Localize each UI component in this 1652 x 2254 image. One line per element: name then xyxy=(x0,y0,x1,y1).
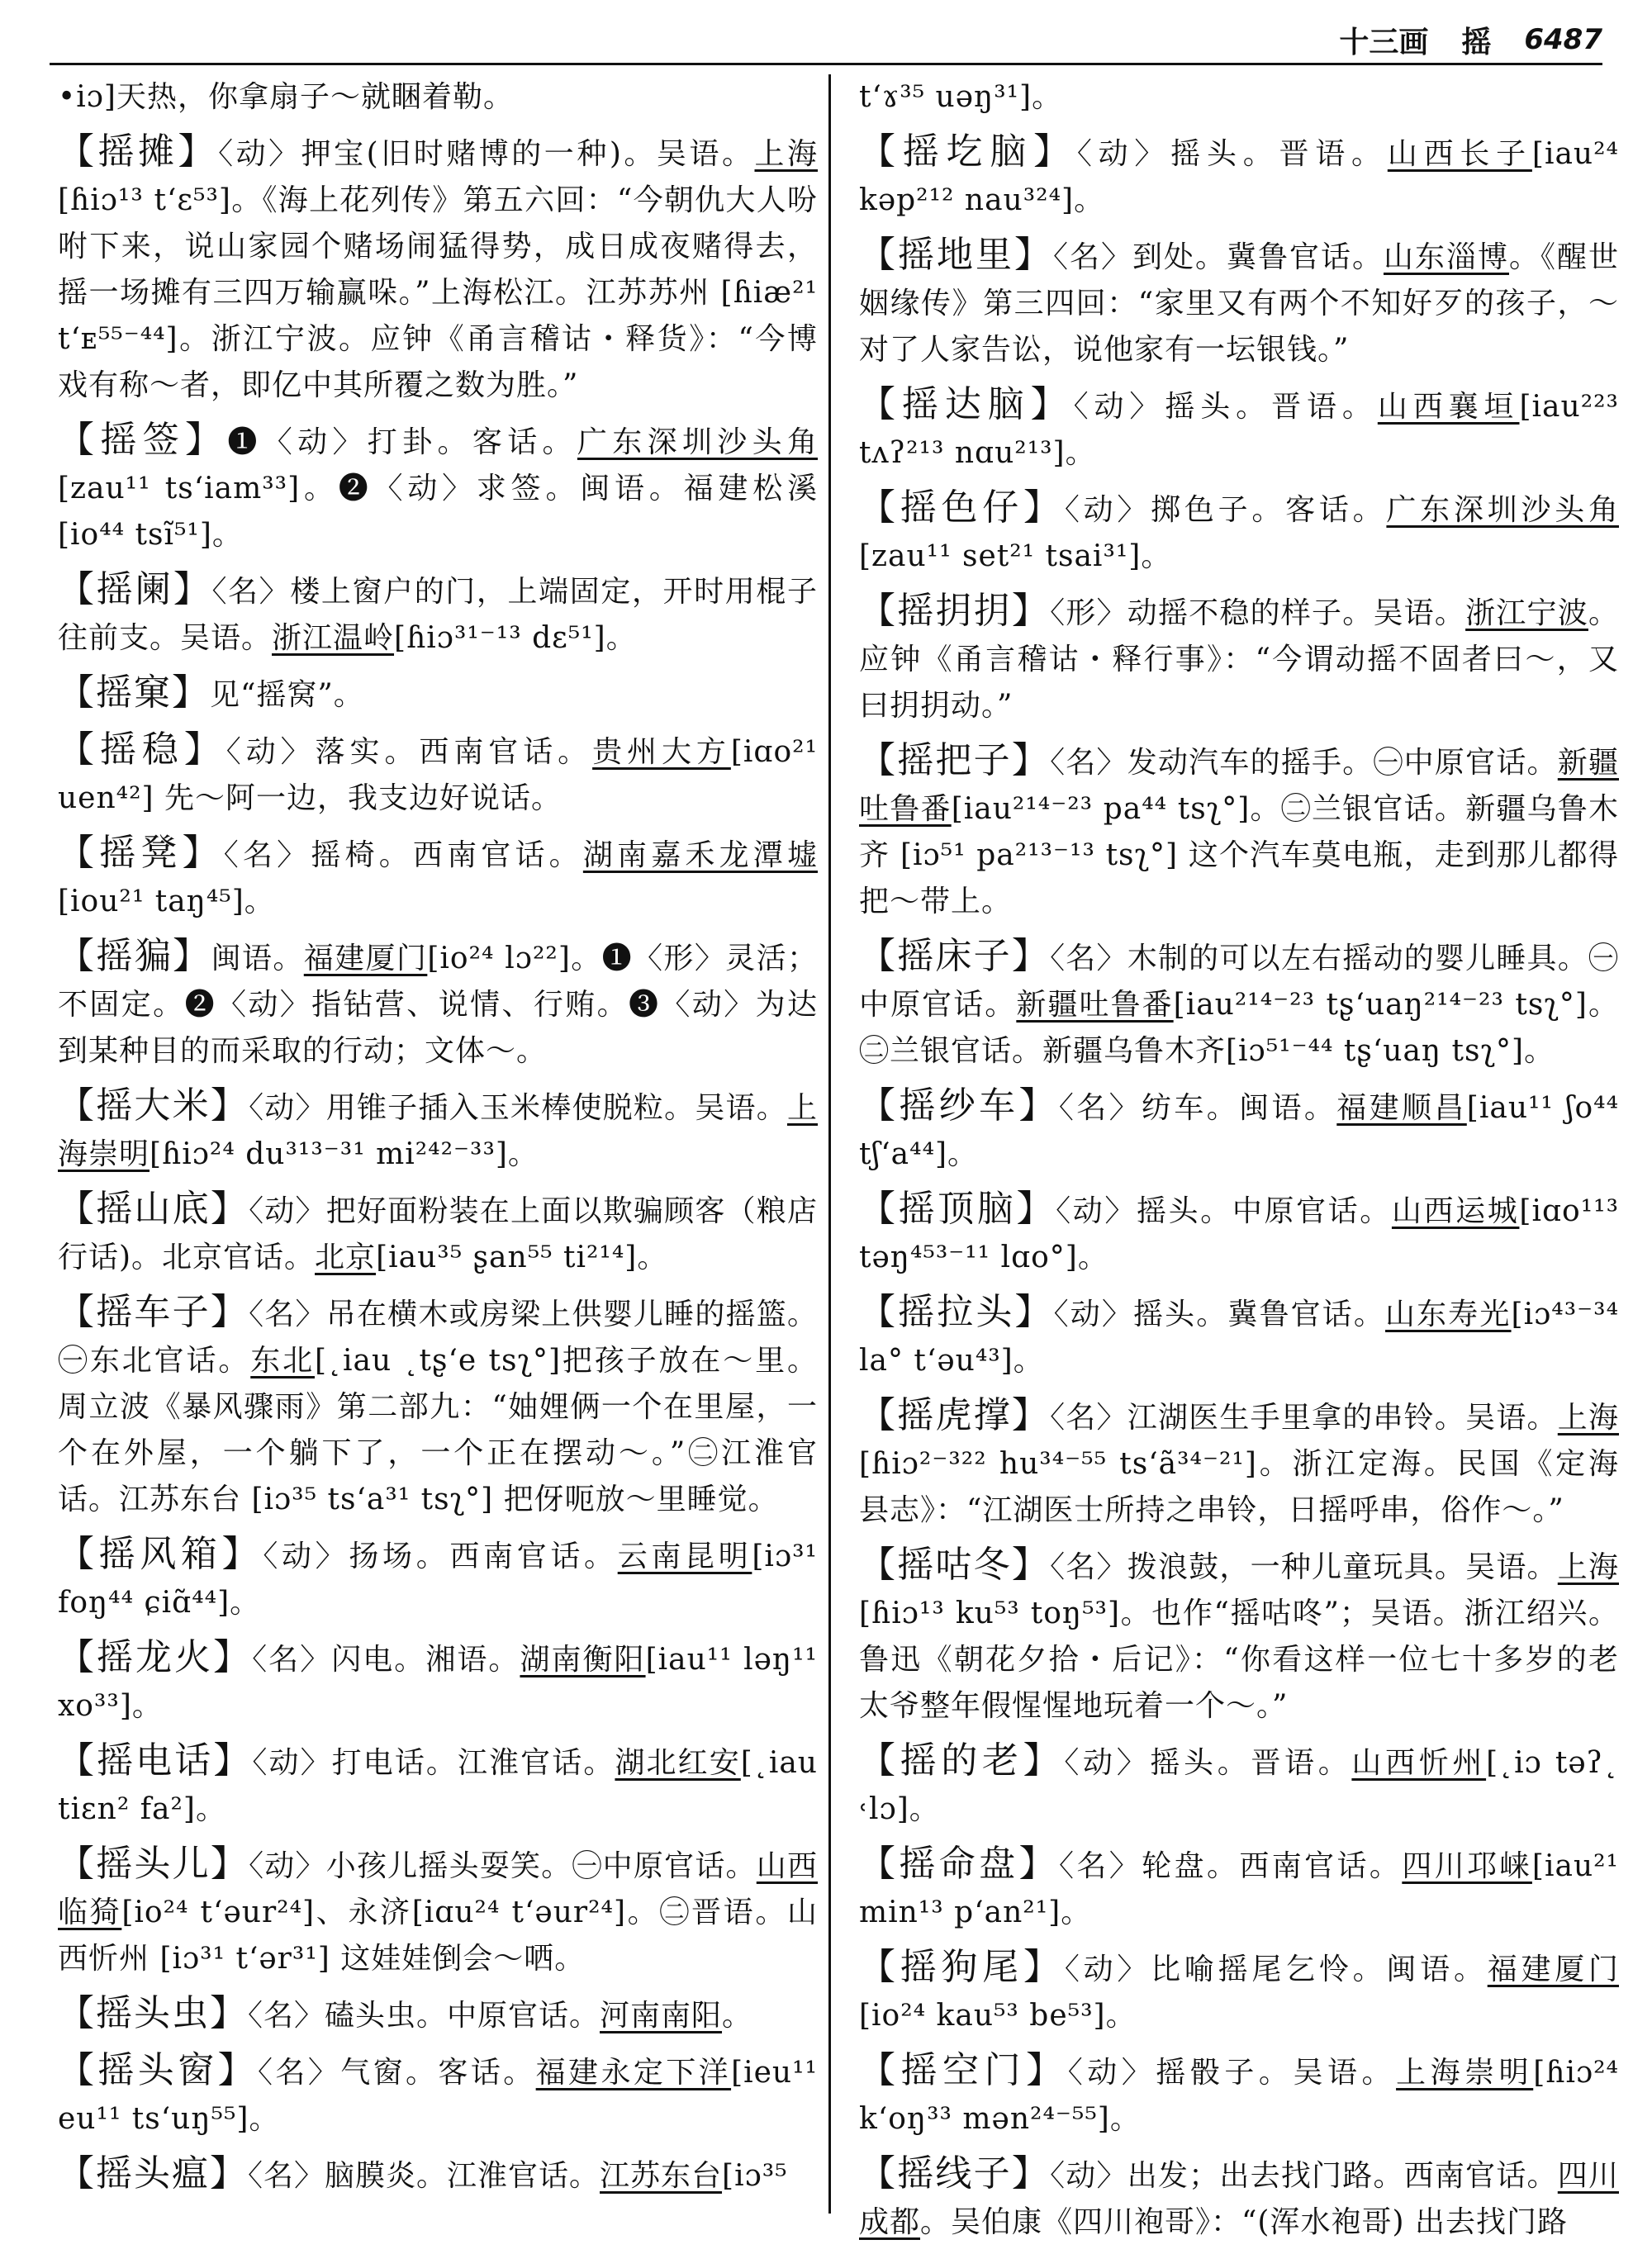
definition-continued: [iau²⁴ kəp²¹² nau³²⁴]。 xyxy=(859,137,1619,217)
definition: 〈动〉摇头。晋语。 xyxy=(1064,1746,1352,1780)
definition-continued: [ɦiɔ²⁴ kʻoŋ³³ mən²⁴⁻⁵⁵]。 xyxy=(859,2056,1619,2136)
definition: 〈动〉摇头。冀鲁官话。 xyxy=(1053,1298,1386,1331)
place-name: 福建永定下洋 xyxy=(535,2056,732,2090)
headword: 【摇头瘟】 xyxy=(58,2152,248,2195)
continuation-text: tʻɤ³⁵ uəŋ³¹]。 xyxy=(859,80,1063,114)
definition-continued: [iɔ³⁵ xyxy=(722,2159,788,2193)
definition-continued: [iɑo²¹ uen⁴²] 先～阿一边，我支边好说话。 xyxy=(58,735,818,815)
continuation-text: •iɔ]天热，你拿扇子～就睏着勒。 xyxy=(58,80,514,114)
place-name: 山东淄博 xyxy=(1383,240,1509,274)
place-name: 山西运城 xyxy=(1391,1194,1520,1228)
definition-continued: [˛iɔ təʔ˛ ˓lɔ]。 xyxy=(859,1746,1619,1826)
definition-continued: [io²⁴ lɔ²²]。❶〈形〉灵活；不固定。❷〈动〉指钻营、说情、行贿。❸〈动〉为达到某种目的而采取的行动；文体～。 xyxy=(58,942,818,1068)
definition: 〈动〉打电话。江淮官话。 xyxy=(252,1746,615,1780)
dictionary-entry xyxy=(859,2048,1619,2142)
headword: 【摇圪脑】 xyxy=(859,130,1077,173)
definition: 〈名〉气窗。客话。 xyxy=(258,2056,536,2090)
dictionary-entry xyxy=(859,382,1619,477)
definition: 〈名〉拨浪鼓，一种儿童玩具。吴语。 xyxy=(1050,1550,1558,1584)
headword: 【摇虎撑】 xyxy=(859,1394,1051,1436)
dictionary-entry xyxy=(58,2048,818,2142)
definition-continued: [iɔ⁴³⁻³⁴ la° tʻəu⁴³]。 xyxy=(859,1298,1619,1378)
definition: 〈名〉磕头虫。中原官话。 xyxy=(248,1999,601,2033)
definition: 〈动〉摇头。晋语。 xyxy=(1076,137,1388,171)
definition: 〈名〉纺车。闽语。 xyxy=(1058,1091,1337,1125)
definition: 见“摇窝”。 xyxy=(210,678,364,712)
definition: 〈形〉动摇不稳的样子。吴语。 xyxy=(1050,596,1466,630)
definition-continued: 。应钟《甬言稽诂・释行事》：“今谓动摇不固者曰～，又曰抈抈动。” xyxy=(859,596,1619,723)
dictionary-entry xyxy=(58,1991,818,2039)
place-name: 广东深圳沙头角 xyxy=(1386,493,1619,527)
definition-continued: [ɦiɔ¹³ tʻɛ⁵³]。《海上花列传》第五六回：“今朝仇大人吩咐下来，说山家园个赌场闹猛得势，成日成夜赌得去，摇一场摊有三四万输赢哚。”上海松江。江苏苏州 [ɦiæ²¹ tʻᴇ⁵⁵⁻⁴⁴]。浙江宁波。应钟《甬言稽诂・释货》：“今博戏有称～者，即亿中其所覆之数为胜。” xyxy=(58,183,818,402)
definition: 〈名〉闪电。湘语。 xyxy=(252,1643,520,1677)
definition: 〈动〉掷色子。客话。 xyxy=(1064,493,1387,527)
left-entry-list xyxy=(58,129,818,2199)
dictionary-entry xyxy=(859,588,1619,729)
dictionary-entry xyxy=(58,1738,818,1833)
place-name: 湖南衡阳 xyxy=(520,1643,646,1677)
definition-continued: [iau²¹⁴⁻²³ pa⁴⁴ tsʅ°]。㊁兰银官话。新疆乌鲁木齐 [iɔ⁵¹ pa²¹³⁻¹³ tsʅ°] 这个汽车莫电瓶，走到那儿都得把～带上。 xyxy=(859,792,1619,918)
definition: 〈动〉摇头。中原官话。 xyxy=(1056,1194,1392,1228)
place-name: 上海 xyxy=(1557,1401,1619,1435)
definition-continued: [ɦiɔ²⁻³²² hu³⁴⁻⁵⁵ tsʻã³⁴⁻²¹]。浙江定海。民国《定海县志》：“江湖医士所持之串铃，日摇呼串，俗作～。” xyxy=(859,1447,1619,1527)
place-name: 浙江温岭 xyxy=(272,621,395,655)
place-name: 湖北红安 xyxy=(615,1746,741,1780)
definition: 〈名〉吊在横木或房梁上供婴儿睡的摇篮。㊀东北官话。 xyxy=(58,1298,818,1378)
definition-continued: [˛iau ˛tʂʻe tsʅ°]把孩子放在～里。周立波《暴风骤雨》第二部九：“妯娌俩一个在里屋，一个在外屋，一个躺下了，一个正在摆动～。”㊁江淮官话。江苏东台 [iɔ³⁵ tsʻa³¹ tsʅ°] 把伢呃放～里睡觉。 xyxy=(58,1344,818,1516)
headword: 【摇山底】 xyxy=(58,1188,249,1230)
definition-continued: [zau¹¹ tsʻiam³³]。❷〈动〉求签。闽语。福建松溪[io⁴⁴ tsĩ⁵¹]。 xyxy=(58,472,818,552)
dictionary-entry xyxy=(58,2151,818,2199)
definition-continued: 。吴伯康《四川袍哥》：“(浑水袍哥) 出去找门路 xyxy=(920,2205,1568,2239)
page-header xyxy=(50,17,1602,65)
dictionary-entry xyxy=(58,1083,818,1178)
definition-continued: [iɑo¹¹³ təŋ⁴⁵³⁻¹¹ lɑo°]。 xyxy=(859,1194,1619,1274)
definition-continued: [ɦiɔ¹³ ku⁵³ toŋ⁵³]。也作“摇咕咚”；吴语。浙江绍兴。鲁迅《朝花夕拾・后记》：“你看这样一位七十多岁的老太爷整年假惺惺地玩着一个～。” xyxy=(859,1597,1619,1723)
definition: 〈动〉出发；出去找门路。西南官话。 xyxy=(1050,2159,1558,2193)
definition: 〈动〉摇头。晋语。 xyxy=(1073,390,1378,424)
dictionary-entry xyxy=(859,1841,1619,1936)
place-name: 河南南阳 xyxy=(600,1999,723,2033)
definition: 〈名〉脑膜炎。江淮官话。 xyxy=(248,2159,601,2193)
definition: ❶〈动〉打卦。客话。 xyxy=(227,425,577,459)
definition: 〈动〉比喻摇尾乞怜。闽语。 xyxy=(1064,1953,1488,1986)
place-name: 北京 xyxy=(315,1241,377,1274)
place-name: 广东深圳沙头角 xyxy=(577,425,818,459)
dictionary-entry xyxy=(58,830,818,925)
definition-continued: 。 xyxy=(722,1999,753,2033)
dictionary-entry xyxy=(859,2151,1619,2246)
headword: 【摇猵】 xyxy=(58,935,211,977)
headword: 【摇头儿】 xyxy=(58,1843,249,1885)
place-name: 四川邛崃 xyxy=(1402,1849,1532,1883)
headword: 【摇的老】 xyxy=(859,1739,1065,1782)
headword: 【摇抈抈】 xyxy=(859,590,1051,632)
dictionary-entry xyxy=(859,232,1619,373)
headword: 【摇头窗】 xyxy=(58,2049,259,2091)
place-name: 上海崇明 xyxy=(1396,2056,1534,2090)
place-name: 江苏东台 xyxy=(600,2159,723,2193)
dictionary-entry xyxy=(58,567,818,662)
headword: 【摇狗尾】 xyxy=(859,1946,1065,1988)
definition: 〈动〉押宝(旧时赌博的一种)。吴语。 xyxy=(218,137,755,171)
place-name: 贵州大方 xyxy=(592,735,731,769)
definition-continued: [iau²¹ min¹³ pʻan²¹]。 xyxy=(859,1849,1619,1929)
headword: 【摇纱车】 xyxy=(859,1084,1059,1127)
headword: 【摇凳】 xyxy=(58,832,224,874)
definition: 〈动〉用锥子插入玉米棒使脱粒。吴语。 xyxy=(249,1091,787,1125)
headword: 【摇电话】 xyxy=(58,1739,253,1782)
headword: 【摇头虫】 xyxy=(58,1992,248,2034)
definition-continued: 。《醒世姻缘传》第三四回：“家里又有两个不知好歹的孩子，～对了人家告讼，说他家有一坛银钱。” xyxy=(859,240,1619,367)
dictionary-entry xyxy=(859,1542,1619,1730)
dictionary-entry xyxy=(859,129,1619,224)
definition: 〈名〉摇椅。西南官话。 xyxy=(223,838,583,872)
definition-continued: [iau²¹⁴⁻²³ tʂʻuaŋ²¹⁴⁻²³ tsʅ°]。㊁兰银官话。新疆乌鲁木齐[iɔ⁵¹⁻⁴⁴ tʂʻuaŋ tsʅ°]。 xyxy=(859,988,1619,1068)
dictionary-entry xyxy=(58,417,818,558)
headword: 【摇色仔】 xyxy=(859,486,1065,529)
headword: 【摇地里】 xyxy=(859,234,1053,276)
definition-continued: [ɦiɔ³¹⁻¹³ dɛ⁵¹]。 xyxy=(394,621,637,655)
definition: 〈动〉小孩儿摇头耍笑。㊀中原官话。 xyxy=(249,1849,757,1883)
headword: 【摇大米】 xyxy=(58,1084,249,1127)
place-name: 新疆吐鲁番 xyxy=(859,746,1619,826)
definition-continued: [iau³⁵ ʂan⁵⁵ ti²¹⁴]。 xyxy=(376,1241,668,1274)
headword: 【摇阑】 xyxy=(58,568,212,610)
place-name: 山西临猗 xyxy=(58,1849,818,1929)
definition-continued: [iau¹¹ ʃo⁴⁴ tʃʻa⁴⁴]。 xyxy=(859,1091,1619,1171)
headword: 【摇车子】 xyxy=(58,1291,249,1333)
dictionary-entry xyxy=(58,129,818,409)
dictionary-entry xyxy=(859,1289,1619,1384)
section-title: 十三画 xyxy=(1339,24,1429,59)
definition: 〈名〉楼上窗户的门，上端固定，开时用棍子往前支。吴语。 xyxy=(58,575,818,655)
radical-char: 摇 xyxy=(1461,24,1492,59)
place-name: 新疆吐鲁番 xyxy=(1016,988,1174,1022)
dictionary-entry xyxy=(58,670,818,719)
definition-continued: [iau¹¹ ləŋ¹¹ xo³³]。 xyxy=(58,1643,818,1723)
place-name: 四川成都 xyxy=(859,2159,1619,2239)
headword: 【摇摊】 xyxy=(58,130,219,173)
dictionary-entry xyxy=(859,485,1619,580)
dictionary-entry xyxy=(58,1841,818,1982)
definition-continued: [iɔ³¹ foŋ⁴⁴ ɕiɑ̃⁴⁴]。 xyxy=(58,1540,818,1620)
place-name: 云南昆明 xyxy=(617,1540,752,1573)
dictionary-entry xyxy=(859,738,1619,925)
right-entry-list xyxy=(859,129,1619,2246)
dictionary-entry xyxy=(58,1186,818,1281)
dictionary-entry xyxy=(859,1944,1619,2039)
headword: 【摇命盘】 xyxy=(859,1843,1059,1885)
definition-continued: [ɦiɔ²⁴ du³¹³⁻³¹ mi²⁴²⁻³³]。 xyxy=(150,1137,539,1171)
definition-continued: [io²⁴ kau⁵³ be⁵³]。 xyxy=(859,1999,1137,2033)
headword: 【摇顶脑】 xyxy=(859,1188,1056,1230)
headword: 【摇签】 xyxy=(58,419,228,461)
headword: 【摇龙火】 xyxy=(58,1636,253,1678)
headword: 【摇拉头】 xyxy=(859,1291,1054,1333)
dictionary-entry xyxy=(859,1186,1619,1281)
headword: 【摇风箱】 xyxy=(58,1533,263,1575)
place-name: 山西襄垣 xyxy=(1377,390,1520,424)
place-name: 上海崇明 xyxy=(58,1091,818,1171)
dictionary-entry xyxy=(859,1083,1619,1178)
definition-continued: [iau²²³ tʌʔ²¹³ nɑu²¹³]。 xyxy=(859,390,1619,470)
dictionary-entry xyxy=(58,1289,818,1523)
place-name: 上海 xyxy=(1557,1550,1619,1584)
place-name: 福建顺昌 xyxy=(1336,1091,1467,1125)
headword: 【摇床子】 xyxy=(859,935,1051,977)
definition-continued: [ieu¹¹ eu¹¹ tsʻuŋ⁵⁵]。 xyxy=(58,2056,818,2136)
definition: 〈名〉江湖医生手里拿的串铃。吴语。 xyxy=(1050,1401,1558,1435)
headword: 【摇线子】 xyxy=(859,2152,1051,2195)
place-name: 上海 xyxy=(754,137,819,171)
headword: 【摇空门】 xyxy=(859,2049,1068,2091)
place-name: 山东寿光 xyxy=(1385,1298,1512,1331)
definition-continued: [zau¹¹ set²¹ tsai³¹]。 xyxy=(859,539,1172,573)
definition: 〈动〉摇骰子。吴语。 xyxy=(1067,2056,1397,2090)
place-name: 东北 xyxy=(250,1344,315,1378)
dictionary-entry xyxy=(58,1531,818,1626)
place-name: 福建厦门 xyxy=(1487,1953,1619,1986)
definition: 〈动〉扬场。西南官话。 xyxy=(263,1540,618,1573)
definition: 〈名〉发动汽车的摇手。㊀中原官话。 xyxy=(1050,746,1558,780)
definition: 〈名〉木制的可以左右摇动的婴儿睡具。㊀中原官话。 xyxy=(859,942,1619,1022)
definition: 〈动〉把好面粉装在上面以欺骗顾客（粮店行话)。北京官话。 xyxy=(58,1194,818,1274)
dictionary-entry xyxy=(58,727,818,822)
place-name: 山西忻州 xyxy=(1351,1746,1487,1780)
dictionary-entry xyxy=(859,933,1619,1075)
definition-continued: [io²⁴ tʻəur²⁴]、永济[iɑu²⁴ tʻəur²⁴]。㊁晋语。山西忻州 [iɔ³¹ tʻər³¹] 这娃娃倒会～哂。 xyxy=(58,1896,818,1976)
dictionary-entry xyxy=(859,1393,1619,1534)
page-number: 6487 xyxy=(1524,23,1602,56)
place-name: 山西长子 xyxy=(1387,137,1532,171)
place-name: 浙江宁波 xyxy=(1465,596,1588,630)
headword: 【摇稳】 xyxy=(58,728,226,771)
definition: 闽语。 xyxy=(211,942,304,975)
left-column xyxy=(58,74,818,2208)
headword: 【摇窠】 xyxy=(58,671,210,714)
headword: 【摇把子】 xyxy=(859,739,1051,781)
dictionary-entry xyxy=(58,933,818,1075)
definition-continued: [˛iau tiɛn² fa²]。 xyxy=(58,1746,818,1826)
column-divider xyxy=(828,74,831,2214)
place-name: 福建厦门 xyxy=(303,942,428,975)
headword: 【摇达脑】 xyxy=(859,383,1074,425)
right-column xyxy=(859,74,1619,2254)
dictionary-entry xyxy=(859,1738,1619,1833)
definition-continued: [iou²¹ taŋ⁴⁵]。 xyxy=(58,885,275,918)
definition: 〈名〉轮盘。西南官话。 xyxy=(1058,1849,1403,1883)
dictionary-entry xyxy=(58,1635,818,1730)
headword: 【摇咕冬】 xyxy=(859,1544,1051,1586)
definition: 〈名〉到处。冀鲁官话。 xyxy=(1053,240,1384,274)
place-name: 湖南嘉禾龙潭墟 xyxy=(582,838,818,872)
definition: 〈动〉落实。西南官话。 xyxy=(225,735,593,769)
